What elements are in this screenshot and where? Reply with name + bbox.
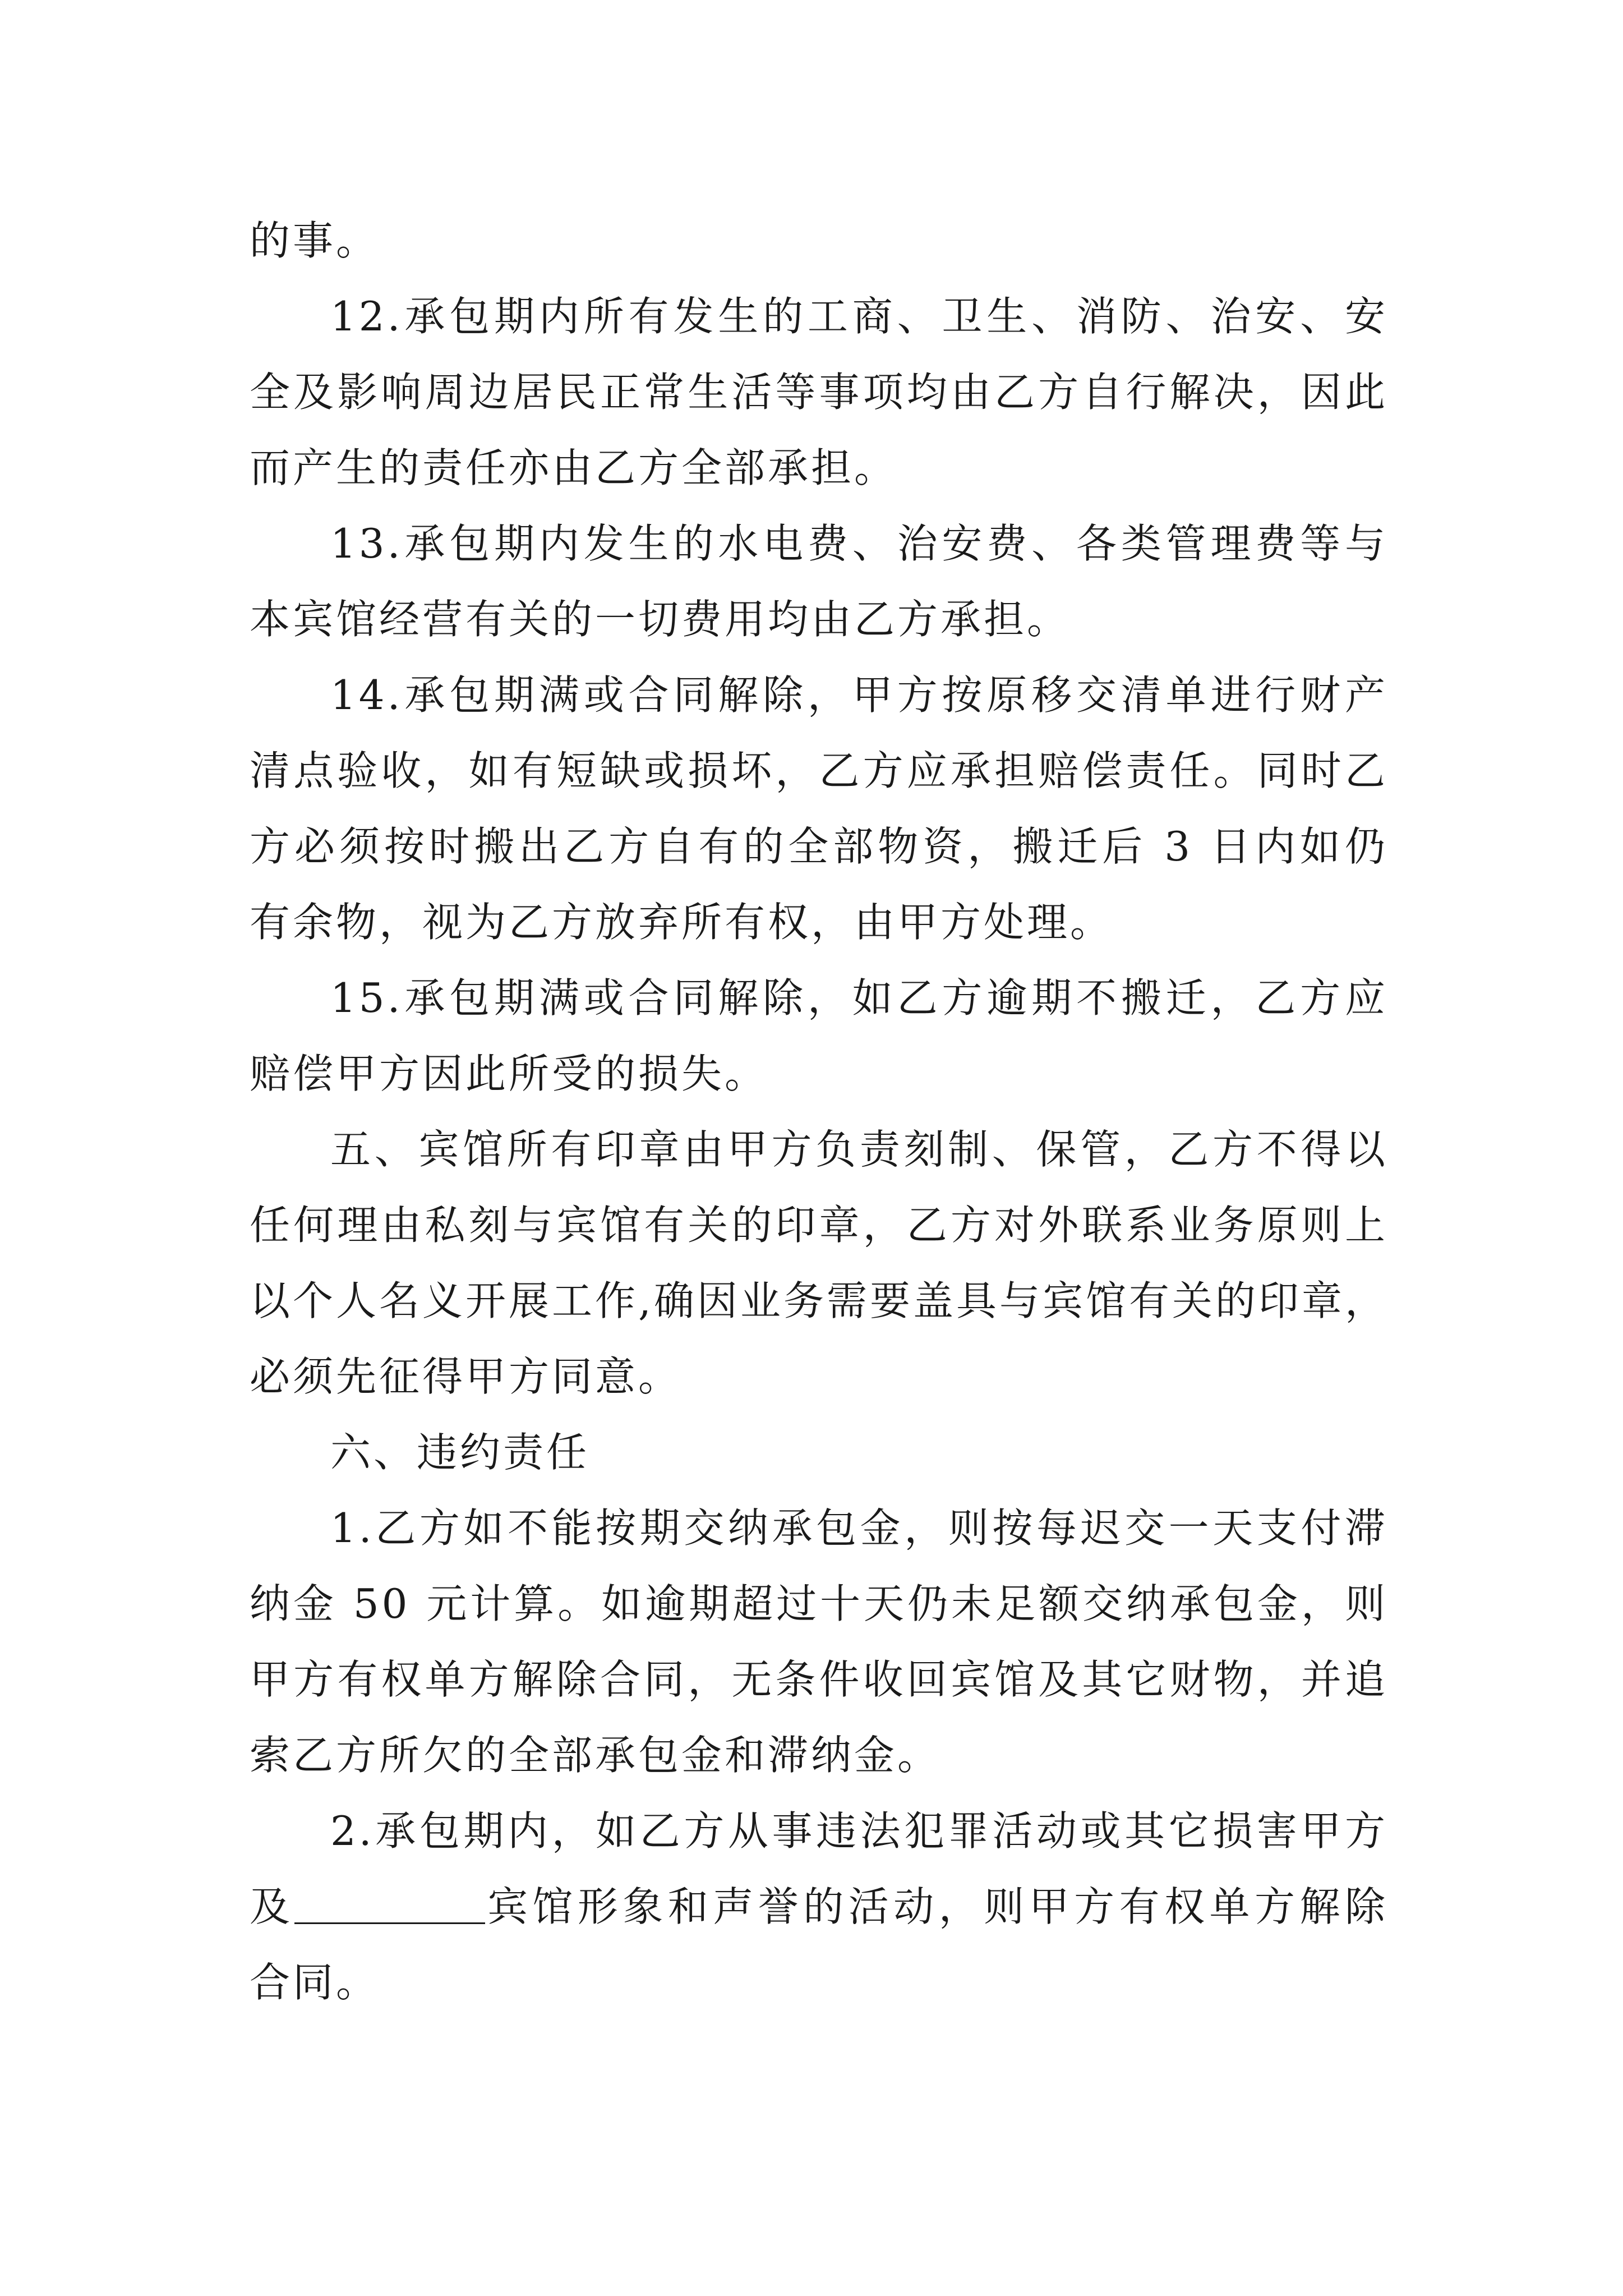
clause-14: 14.承包期满或合同解除，甲方按原移交清单进行财产清点验收，如有短缺或损坏，乙方应承担赔偿责任。同时乙方必须按时搬出乙方自有的全部物资，搬迁后 3 日内如仍有余物，视为乙方放弃所有权，由甲方处理。 xyxy=(250,671,1388,946)
clause-15: 15.承包期满或合同解除，如乙方逾期不搬迁，乙方应赔偿甲方因此所受的损失。 xyxy=(250,974,1388,1097)
clause-13: 13.承包期内发生的水电费、治安费、各类管理费等与本宾馆经营有关的一切费用均由乙方承担。 xyxy=(250,520,1388,643)
breach-clause-2-part-1: 2.承包期内，如乙方从事违法犯罪活动或其它损害甲方及 xyxy=(250,1807,1388,1930)
fill-in-blank xyxy=(294,1882,485,1924)
section-6-heading: 六、违约责任 xyxy=(330,1429,590,1476)
clause-12: 12.承包期内所有发生的工商、卫生、消防、治安、安全及影响周边居民正常生活等事项均由乙方自行解决，因此而产生的责任亦由乙方全部承担。 xyxy=(250,293,1388,491)
document-body xyxy=(250,203,1388,2021)
breach-clause-1: 1.乙方如不能按期交纳承包金，则按每迟交一天支付滞纳金 50 元计算。如逾期超过十天仍未足额交纳承包金，则甲方有权单方解除合同，无条件收回宾馆及其它财物，并追索乙方所欠的全部承包金和滞纳金。 xyxy=(250,1504,1388,1779)
breach-clause-2-part-2: 宾馆形象和声誉的活动，则甲方有权单方解除合同。 xyxy=(250,1883,1388,2006)
breach-clause-2 xyxy=(250,1793,1388,2021)
section-5-seals: 五、宾馆所有印章由甲方负责刻制、保管，乙方不得以任何理由私刻与宾馆有关的印章，乙方对外联系业务原则上以个人名义开展工作,确因业务需要盖具与宾馆有关的印章，必须先征得甲方同意。 xyxy=(250,1126,1388,1400)
paragraph-continuation: 的事。 xyxy=(250,217,380,264)
